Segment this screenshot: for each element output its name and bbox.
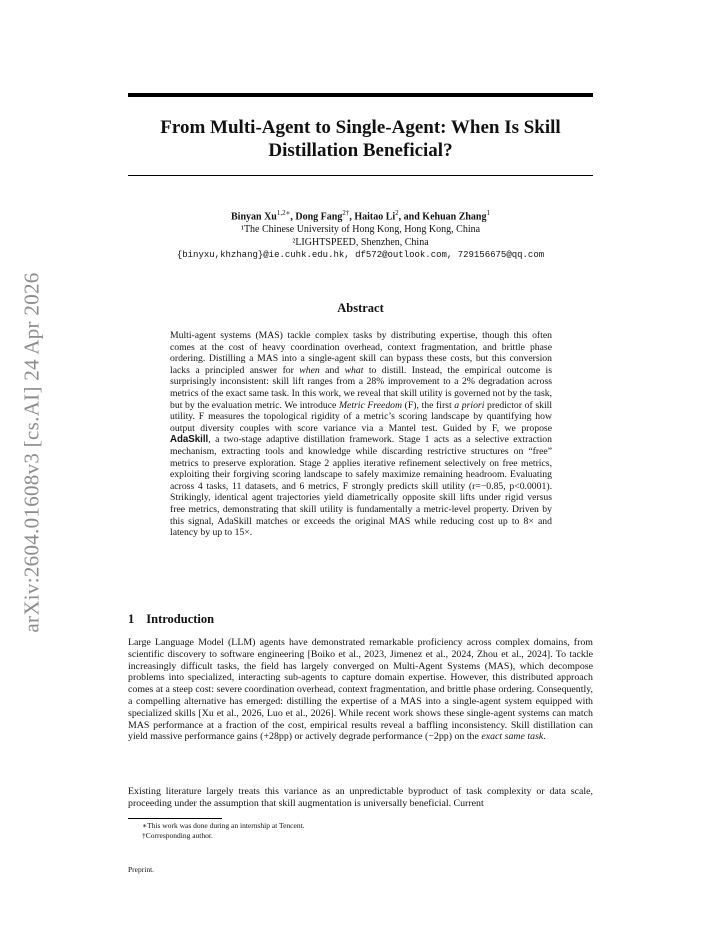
author-block bbox=[118, 207, 603, 262]
author-names: Binyan $Xu^{1,2∗}$, Dong Fang$^{2\dagger}$, Haitao Li$^2$, and Kehuan Zhang$^1$ bbox=[231, 209, 490, 223]
title-line-1: From Multi-Agent to Single-Agent: When Is Skill bbox=[160, 117, 561, 138]
affiliation-1: ¹The Chinese University of Hong Kong, Hong Kong, China bbox=[240, 224, 481, 236]
section-heading bbox=[128, 612, 214, 627]
author-name: Haitao Li bbox=[354, 211, 396, 223]
abstract-emphasis: a priori bbox=[454, 399, 485, 411]
author-emails: {binyxu,khzhang}@ie.cuhk.edu.hk, df572@outlook.com, 729156675@qq.com bbox=[176, 250, 545, 261]
preprint-label: Preprint. bbox=[128, 865, 155, 874]
title-line-2: Distillation Beneficial? bbox=[268, 140, 453, 161]
abstract-text: to distill. Instead, the empirical outcome is surprisingly inconsistent: skill lift ranges from a 28% improvement to a 2% degradation across metrics of the exact same task. In this work, we reveal that skill utility is governed not by the task, but by the evaluation metric. We introduce bbox=[170, 364, 553, 411]
abstract-emphasis: when bbox=[299, 364, 320, 376]
author-name: Kehuan Zhang bbox=[422, 211, 487, 223]
abstract-text: , a two-stage adaptive distillation framework. Stage 1 acts as a selective extraction mechanism, extracting tools and knowledge while discarding restrictive structures on “free” metrics to preserve exploration. Stage 2 applies iterative refinement selectively on free metrics, exploiting their forgiving scoring landscape to safely maximize remaining headroom. Evaluating across 4 tasks, 11 datasets, and 6 metrics, F strongly predicts skill utility (r=−0.85, p<0.0001). Strikingly, identical agent trajectories yield diametrically opposite skill lifts under rigid versus free metrics, demonstrating that skill utility is fundamentally a metric-level property. Driven by this signal, AdaSkill matches or exceeds the original MAS while reducing cost up to 8× and latency by up to 15×. bbox=[170, 434, 552, 539]
author-affil-mark: 1 bbox=[486, 209, 490, 217]
abstract-text: (F), the first bbox=[404, 399, 452, 411]
intro-text: . bbox=[543, 731, 546, 743]
intro-text: Large Language Model (LLM) agents have demonstrated remarkable proficiency across complex domains, from scientific discovery to software engineering [Boiko et al., 2023, Jimenez et al., 2024, Zhou et al., 2024]. To tackle increasingly difficult tasks, the field has largely converged on Multi-Agent Systems (MAS), which decompose problems into specialized, interacting sub-agents to capture domain expertise. However, this distributed approach comes at a steep cost: severe coordination overhead, context fragmentation, and brittle phase ordering. Consequently, a compelling alternative has emerged: distilling the expertise of a MAS into a single-agent system equipped with specialized skills [Xu et al., 2026, Luo et al., 2026]. While recent work shows these single-agent systems can match MAS performance at a fraction of the cost, empirical results reveal a baffling inconsistency. Skill distillation can yield massive performance gains (+28pp) or actively degrade performance (−2pp) on the bbox=[128, 637, 593, 743]
author-affil-mark: 2 bbox=[395, 209, 399, 217]
title-bottom-rule bbox=[128, 175, 593, 176]
abstract-body bbox=[170, 330, 552, 539]
author-affil-mark: 2† bbox=[342, 209, 350, 217]
method-name: AdaSkill bbox=[170, 434, 209, 446]
paper-title bbox=[128, 116, 593, 162]
abstract-text: and bbox=[325, 364, 340, 376]
abstract-emphasis: Metric Freedom bbox=[338, 399, 403, 411]
footnote-rule bbox=[128, 818, 222, 819]
abstract-text: Multi-agent systems (MAS) tackle complex tasks by distributing expertise, though this often comes at the cost of heavy coordination overhead, context fragmentation, and brittle phase ordering. Distilling a MAS into a single-agent skill can bypass these costs, but this conversion lacks a principled answer for bbox=[170, 330, 552, 376]
arxiv-identifier-stamp bbox=[12, 262, 52, 642]
intro-paragraph-2: Existing literature largely treats this variance as an unpredictable byproduct of task complexity or data scale, proceeding under the assumption that skill augmentation is universally beneficial. Current bbox=[128, 786, 593, 809]
author-affil-mark: 1,2∗ bbox=[276, 209, 291, 217]
abstract-heading: Abstract bbox=[337, 301, 384, 315]
affiliation-2: ²LIGHTSPEED, Shenzhen, China bbox=[292, 237, 429, 249]
intro-paragraph-1 bbox=[128, 637, 593, 743]
abstract-text: predictor of skill utility. F measures the topological rigidity of a metric’s scoring landscape by quantifying how output diversity couples with score variance via a Mantel test. Guided by F, we propose bbox=[170, 399, 553, 434]
footnote-corresponding: †Corresponding author. bbox=[142, 831, 213, 840]
arxiv-identifier-text: arXiv:2604.01608v3 [cs.AI] 24 Apr 2026 bbox=[19, 271, 44, 633]
abstract-emphasis: what bbox=[344, 364, 364, 376]
section-number: 1 bbox=[128, 612, 135, 626]
intro-emphasis: exact same task bbox=[481, 731, 544, 743]
footnotes bbox=[142, 821, 305, 841]
author-name: Binyan Xu bbox=[231, 211, 277, 223]
title-top-rule bbox=[128, 93, 593, 97]
section-title: Introduction bbox=[146, 612, 215, 626]
footnote-internship: ∗This work was done during an internship at Tencent. bbox=[142, 821, 305, 830]
author-name: Dong Fang bbox=[295, 211, 343, 223]
